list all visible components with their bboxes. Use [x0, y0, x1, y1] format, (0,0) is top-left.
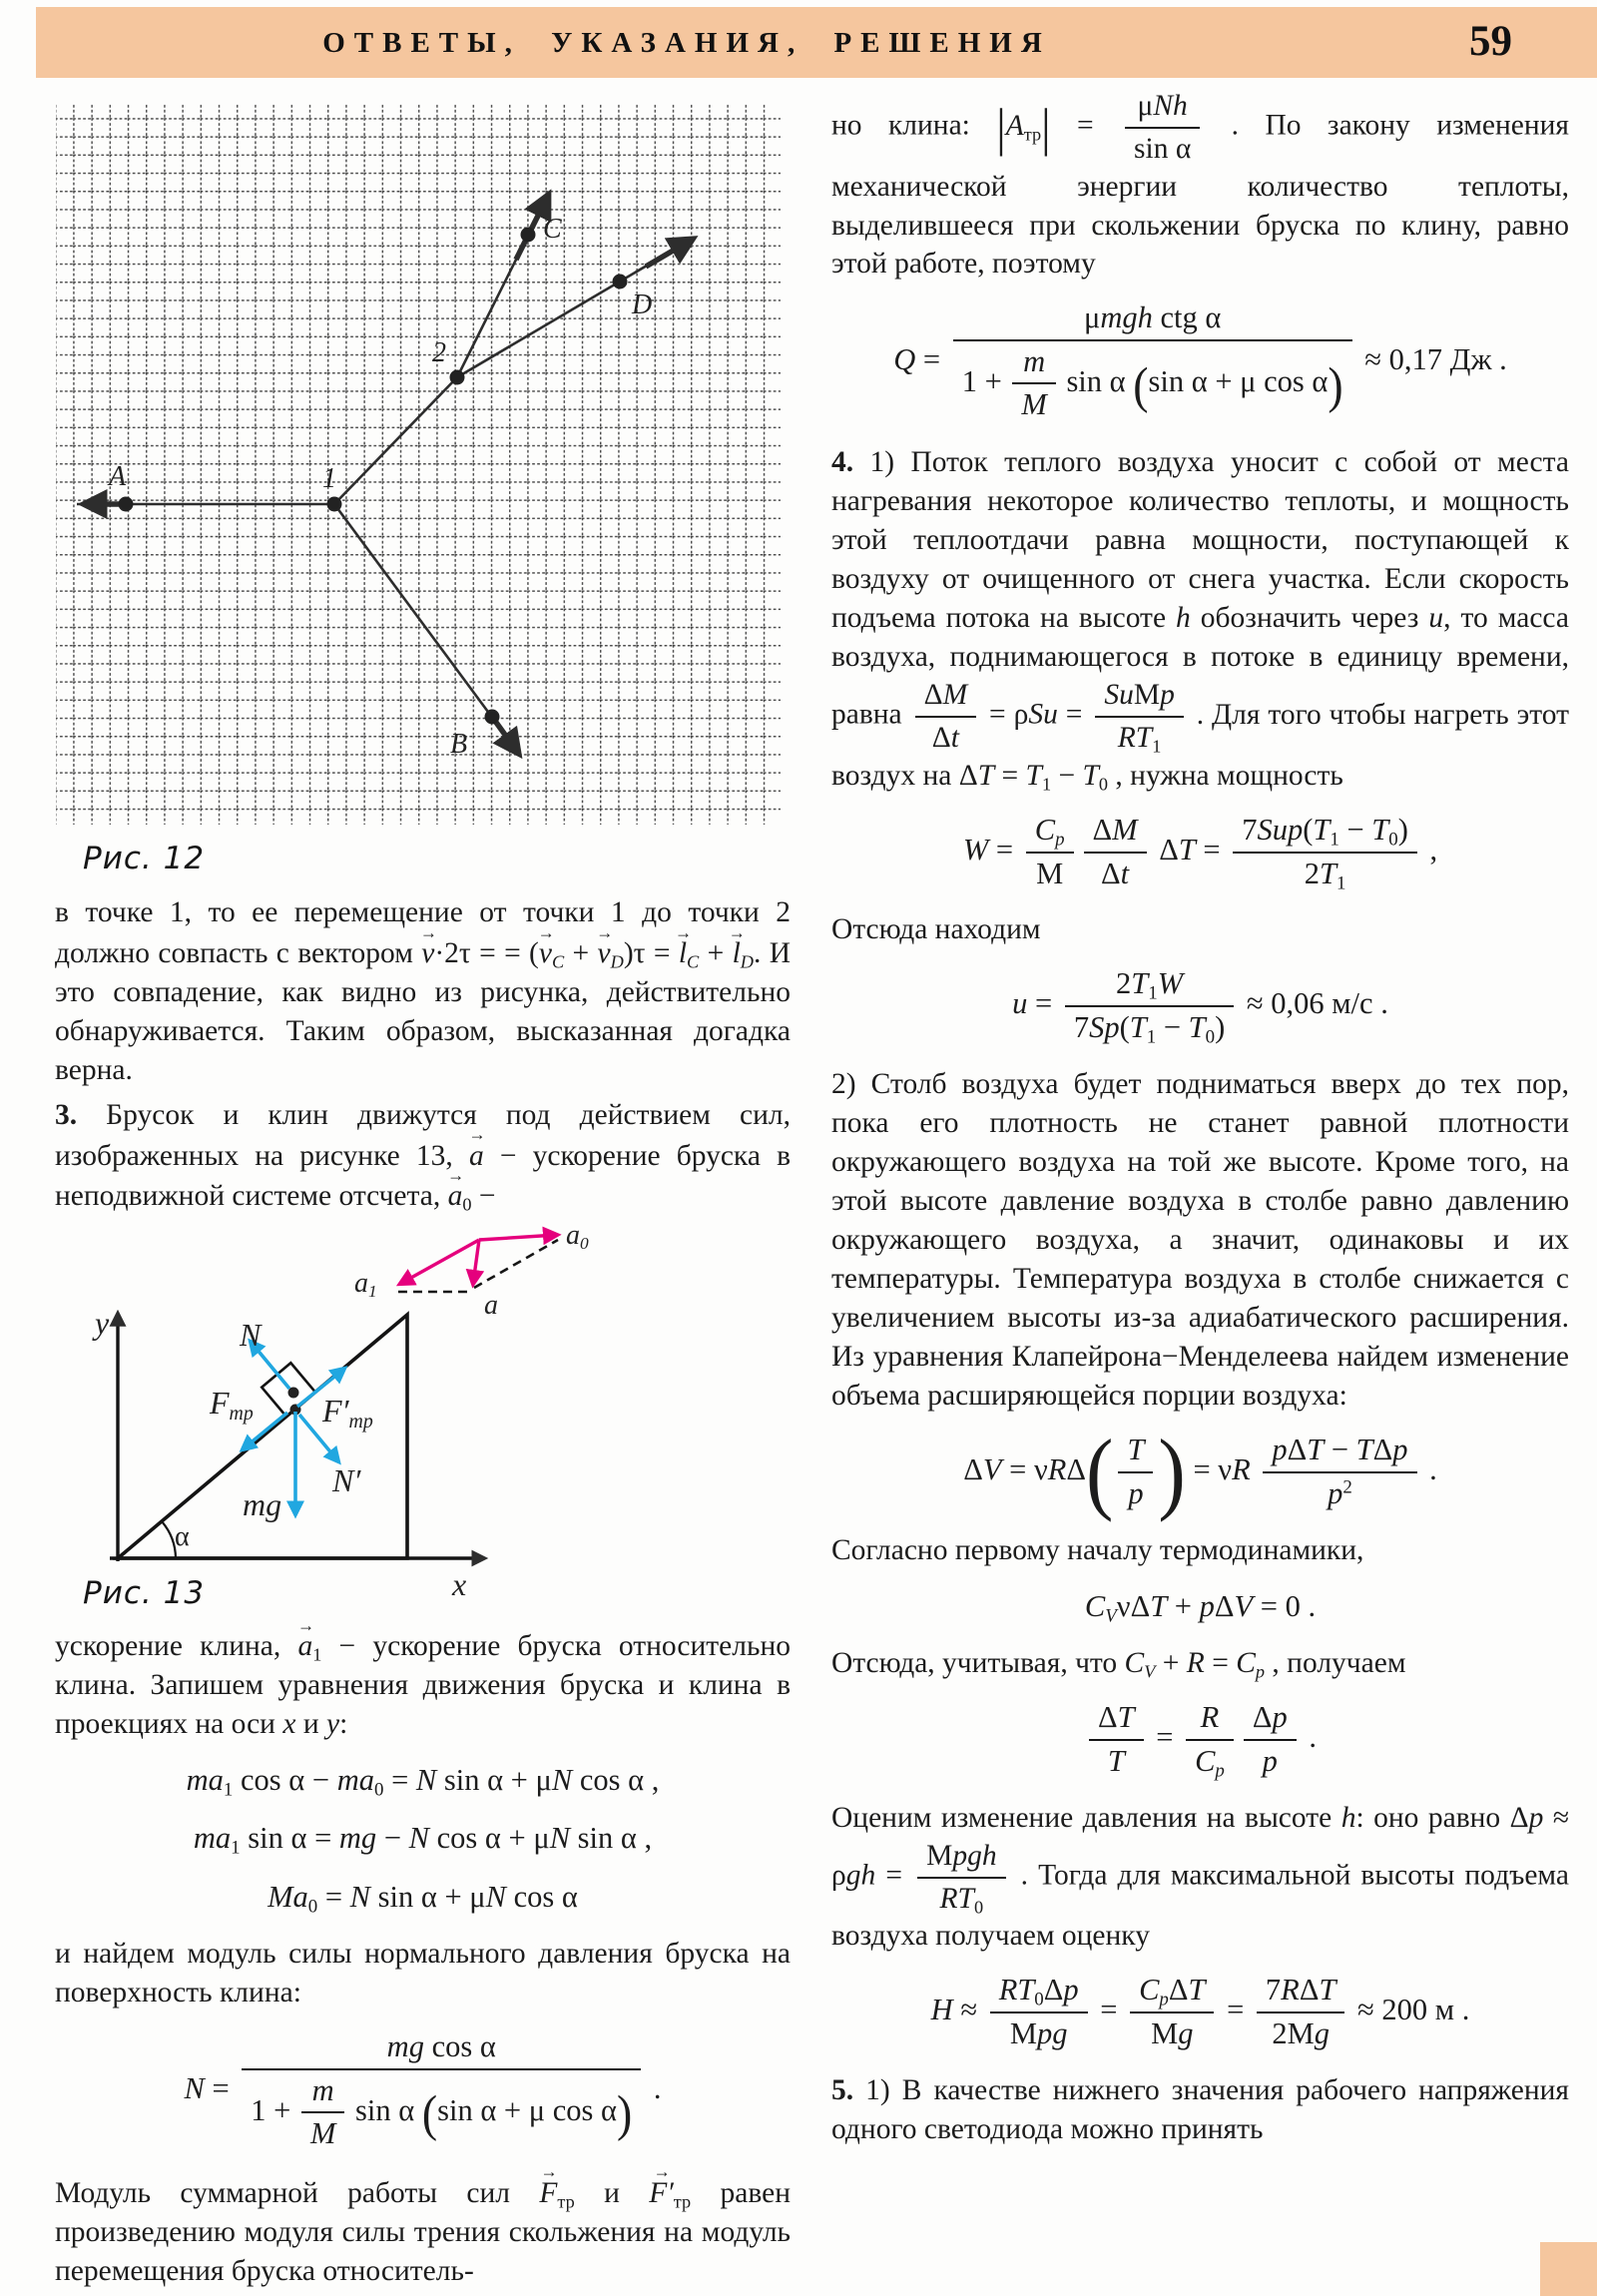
page-title: ОТВЕТЫ, УКАЗАНИЯ, РЕШЕНИЯ	[322, 27, 1051, 59]
right-column	[831, 88, 1569, 2155]
header-bar	[36, 7, 1597, 78]
point-B	[485, 710, 500, 725]
block-dot-upper	[288, 1388, 299, 1399]
fig13-incline-diagram	[55, 1222, 791, 1623]
point-C	[521, 228, 536, 243]
fig12-caption: Рис. 12	[83, 841, 206, 876]
block-on-incline	[262, 1364, 315, 1418]
point-D	[613, 275, 628, 289]
label-a1: $a_1$	[354, 1268, 377, 1302]
figure-12	[55, 100, 784, 829]
label-N-prime: N′	[332, 1462, 361, 1499]
paragraph: Оценим изменение давления на высоте h: оно равно Δp ≈ ρgh = $\frac{\text{Мpgh}}{RT_0}$ . Тогда для максимальной высоты подъема воздуха получаем оценку	[831, 1801, 1570, 1953]
corner-decoration	[1540, 2242, 1597, 2296]
equation-dT-over-T: $\frac{\Delta T}{T}$ = $\frac{R}{C_p}$ $\frac{\Delta p}{p}$ .	[831, 1699, 1569, 1781]
page-number: 59	[1469, 18, 1512, 65]
paragraph: ускорение клина, → $a_1$ − ускорение бруска относительно клина. Запишем уравнения движения бруска и клина в проекциях на оси x и y:	[55, 1616, 791, 1741]
vector-a0	[479, 1235, 557, 1240]
label-x-axis: x	[452, 1566, 467, 1603]
label-A: A	[109, 461, 127, 492]
paragraph-item-4: 4. 1) Поток теплого воздуха уносит с собой от места нагревания некоторое количество теплоты, и мощность этой теплоотдачи равна мощности, поступающей к воздуху от очищенного от снега участка. Если скорость подъема потока на высоте h обозначить через u, то масса воздуха, поднимающегося в потоке в единицу времени, равна $\frac{\Delta M}{\Delta t}$ = ρSu = $\frac{\text{SuМp}}{RT_1}$ . Для того чтобы нагреть этот воздух на $\Delta T = T_1 - T_0$ , нужна мощность	[831, 446, 1569, 795]
paragraph-item-2: 2) Столб воздуха будет подниматься вверх до тех пор, пока его плотность не станет равной плотности окружающего воздуха на той же высоте. Кроме того, на этой высоте давление воздуха в столбе равно давлению окружающего воздуха, а значит, одинаковы и их температуры. Температура воздуха в столбе снижается с увеличением высоты из-за адиабатического расширения. Из уравнения Клапейрона−Менделеева найдем изменение объема расширяющейся порции воздуха:	[831, 1068, 1569, 1412]
label-F-friction: $F_{тр}$	[210, 1385, 254, 1426]
paragraph: Модуль суммарной работы сил → $F_{тр}$ и → $F'_{тр}$ равен произведению модуля силы трения скольжения на модуль перемещения бруска относитель-	[55, 2162, 791, 2287]
label-F-friction-prime: $F'_{тр}$	[322, 1393, 373, 1434]
equation-normal-force: N = mg cos α 1 + $\frac{m}{M}$ sin α (sin α + μ cos α) .	[184, 2028, 662, 2150]
paragraph-item-5: 5. 1) В качестве нижнего значения рабочего напряжения одного светодиода можно принять	[831, 2074, 1569, 2146]
label-a0: $a_0$	[566, 1220, 589, 1254]
label-B: B	[450, 729, 468, 760]
point-A	[119, 497, 134, 512]
fig13-caption: Рис. 13	[83, 1575, 206, 1612]
label-a: a	[484, 1290, 498, 1322]
graph-paper-grid	[56, 104, 781, 825]
paragraph: но клина: $|A_{тр}|$ = $\frac{\text{μNh}}{\text{sin α}}$ . По закону изменения механической энергии количество теплоты, выделившееся при скольжении бруска по клину, равно этой работе, поэтому	[831, 90, 1569, 281]
fig12-grid-plot	[55, 100, 784, 829]
equation-height-H: H ≈ $\frac{RT_0\Delta p}{\text{Мpg}}$ = $\frac{C_p\Delta T}{Мg}$ = $\frac{\text{7RΔT}}{2Мg}$ ≈ 200 м .	[930, 1973, 1470, 2051]
label-alpha: α	[175, 1521, 190, 1553]
alpha-arc	[162, 1521, 176, 1558]
equation-motion-y: $ma_1$ sin α = mg − N cos α + μN sin α ,	[193, 1821, 653, 1860]
equation-motion-x: $ma_1$ $\cos \alpha - ma_0 = N$ sin α + μN cos α ,	[186, 1763, 660, 1801]
paragraph: и найдем модуль силы нормального давления бруска на поверхность клина:	[55, 1937, 791, 2009]
paragraph-item-3: 3. Брусок и клин движутся под действием сил, изображенных на рисунке 13, → a − ускорение бруска в неподвижной системе отсчета, → $a_0$ −	[55, 1098, 791, 1215]
point-2	[450, 370, 465, 385]
label-2: 2	[432, 337, 446, 368]
paragraph: в точке 1, то ее перемещение от точки 1 до точки 2 должно совпасть с вектором → v·2τ = = ( → $v_C$ + → $v_D)\tau$ = → $l_C$ + → $l_D$. И это совпадение, как видно из рисунка, действительно обнаруживается. Таким образом, высказанная догадка верна.	[55, 895, 791, 1086]
paragraph: Отсюда, учитывая, что $C_V + R = C_p$ , получаем	[831, 1646, 1406, 1682]
equation-delta-V: ΔV = νRΔ( $\frac{T}{p}$ ) = νR $\frac{\text{pΔT − TΔp}}{p^2}$ .	[963, 1421, 1437, 1523]
equation-first-law: $C_V\nu\Delta T + p\Delta V = 0$ .	[1084, 1588, 1317, 1627]
label-D: D	[632, 289, 653, 320]
equation-heat-Q: Q = μmgh ctg α 1 + $\frac{m}{M}$ sin α (sin α + μ cos α) ≈ 0,17 Дж .	[893, 300, 1507, 422]
point-1	[327, 497, 342, 512]
vector-a1	[400, 1240, 479, 1284]
figure-13	[55, 1222, 791, 1623]
vector-a	[473, 1240, 479, 1284]
label-N: N	[240, 1317, 262, 1354]
left-column	[55, 96, 791, 2296]
equation-power-W: W = $\frac{C_p}{М}$ $\frac{\Delta M}{\Delta t}$ ΔT = $\frac{7Sup(T_1 - T_0)}{2T_1}$ ,	[962, 812, 1438, 894]
label-mg: mg	[243, 1486, 282, 1523]
equation-wedge: $Ma_0 = N$ sin α + μN cos α	[267, 1879, 578, 1918]
label-C: C	[543, 214, 562, 245]
dashed-a-a0	[474, 1240, 558, 1288]
label-y-axis: y	[95, 1305, 110, 1342]
paragraph: Согласно первому началу термодинамики,	[831, 1533, 1364, 1566]
equation-speed-u: u = $\frac{2T_1W}{7Sp(T_1 - T_0)}$ ≈ 0,06 м/с .	[1012, 966, 1388, 1049]
paragraph: Отсюда находим	[831, 913, 1041, 946]
label-1: 1	[322, 463, 336, 494]
